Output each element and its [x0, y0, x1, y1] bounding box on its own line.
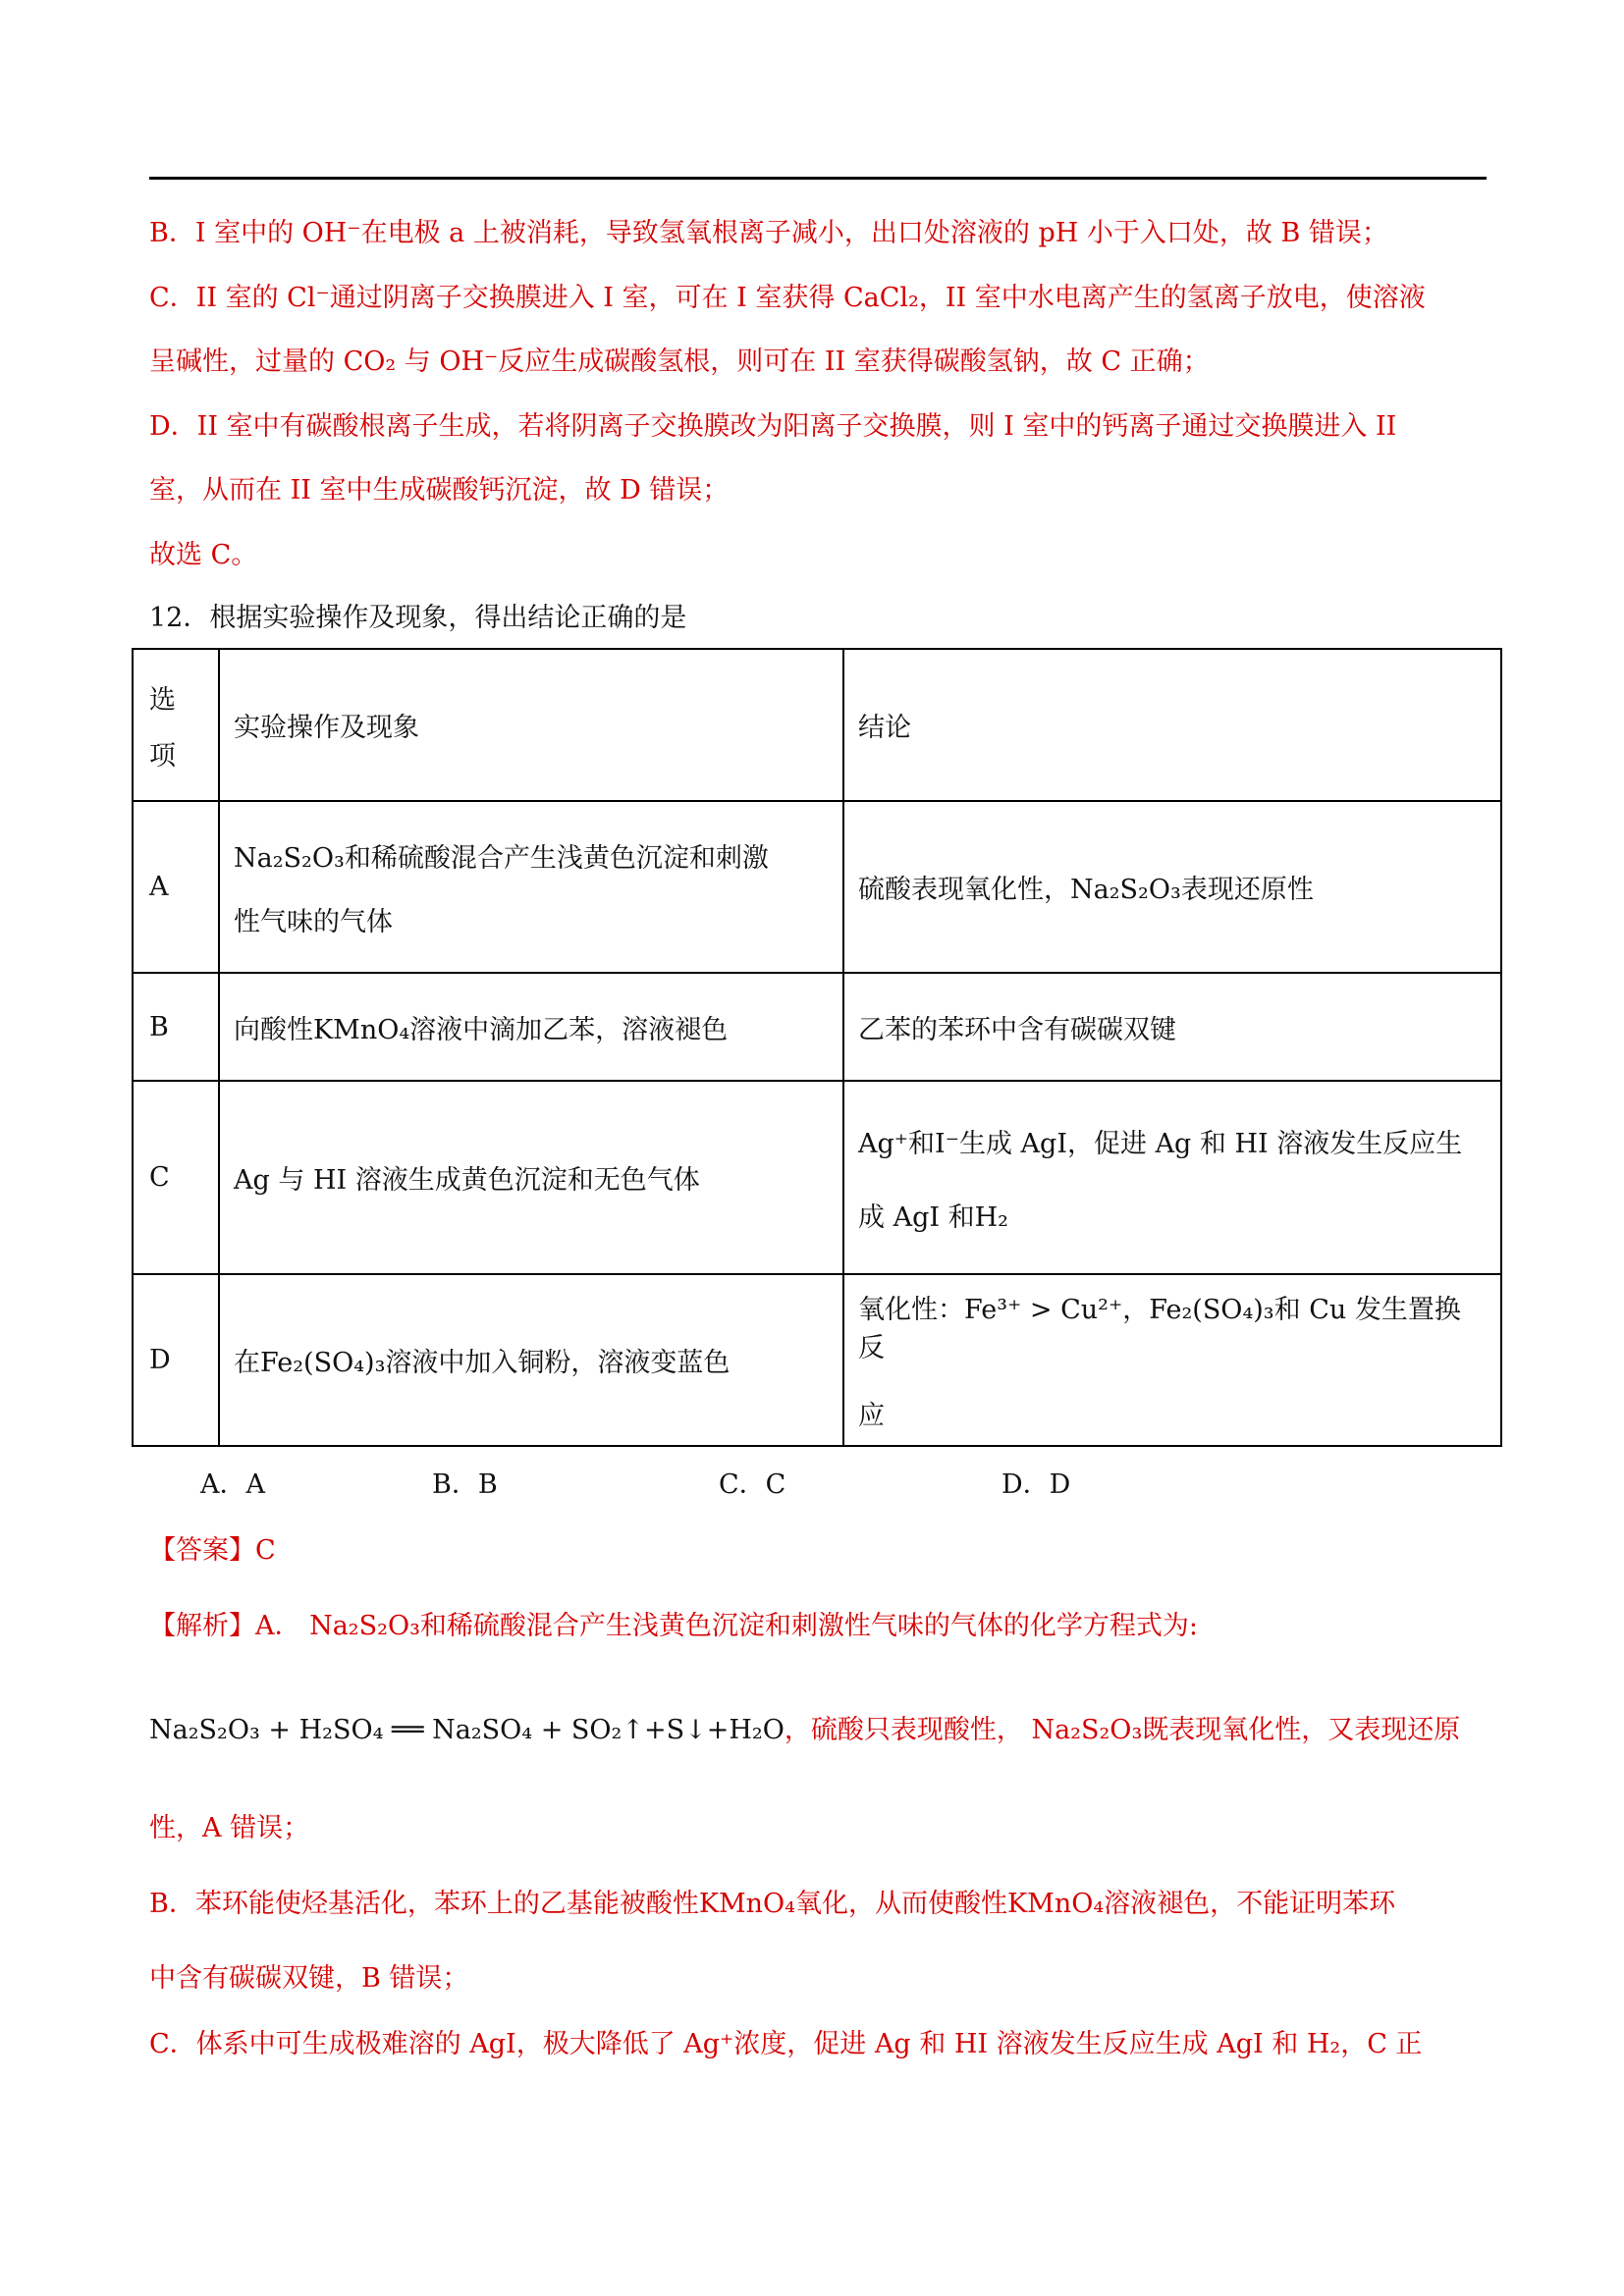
row-c-operation: Ag 与 HI 溶液生成黄色沉淀和无色气体	[219, 1081, 843, 1274]
row-c-conclusion-line2: 成 AgI 和H₂	[858, 1201, 1008, 1233]
row-b-operation: 向酸性KMnO₄溶液中滴加乙苯，溶液褪色	[219, 973, 843, 1081]
experiment-table	[132, 648, 1502, 1447]
analysis-a-end: 性，A 错误；	[149, 1813, 310, 1843]
prev-explanation-c-line1: C．II 室的 Cl⁻通过阴离子交换膜进入 I 室，可在 I 室获得 CaCl₂，II 室中水电离产生的氢离子放电，使溶液	[149, 283, 1426, 313]
row-b-label: B	[133, 973, 219, 1081]
table-row-a	[133, 801, 1501, 973]
chemical-equation: Na₂S₂O₃ + H₂SO₄ ══ Na₂SO₄ + SO₂↑+S↓+H₂O	[149, 1715, 785, 1745]
row-c-conclusion	[843, 1081, 1501, 1274]
row-a-conclusion: 硫酸表现氧化性，Na₂S₂O₃表现还原性	[843, 801, 1501, 973]
prev-explanation-c-line2: 呈碱性，过量的 CO₂ 与 OH⁻反应生成碳酸氢根，则可在 II 室获得碳酸氢钠，故 C 正确；	[149, 347, 1210, 377]
row-d-conclusion	[843, 1274, 1501, 1446]
analysis-c-line1: C．体系中可生成极难溶的 AgI，极大降低了 Ag⁺浓度，促进 Ag 和 HI 溶液发生反应生成 AgI 和 H₂，C 正	[149, 2029, 1423, 2059]
header-option-char2: 项	[149, 740, 176, 772]
row-d-operation: 在Fe₂(SO₄)₃溶液中加入铜粉，溶液变蓝色	[219, 1274, 843, 1446]
option-b: B．B	[432, 1469, 498, 1500]
table-header-row	[133, 649, 1501, 801]
row-c-label: C	[133, 1081, 219, 1274]
row-d-conclusion-line1: 氧化性：Fe³⁺ > Cu²⁺，Fe₂(SO₄)₃和 Cu 发生置换反	[858, 1295, 1461, 1363]
row-a-operation-line2: 性气味的气体	[234, 906, 393, 937]
question-title: 12．根据实验操作及现象，得出结论正确的是	[149, 603, 687, 633]
option-c: C．C	[719, 1469, 786, 1500]
table-row-b	[133, 973, 1501, 1081]
header-conclusion: 结论	[843, 649, 1501, 801]
answer-line: 【答案】C	[149, 1535, 276, 1566]
header-option-cell	[133, 649, 219, 801]
row-a-operation	[219, 801, 843, 973]
prev-explanation-b: B．I 室中的 OH⁻在电极 a 上被消耗，导致氢氧根离子减小，出口处溶液的 pH 小于入口处，故 B 错误；	[149, 218, 1388, 248]
row-c-conclusion-line1: Ag⁺和I⁻生成 AgI，促进 Ag 和 HI 溶液发生反应生	[858, 1128, 1463, 1159]
analysis-b-line2: 中含有碳碳双键，B 错误；	[149, 1963, 469, 1994]
row-a-operation-line1: Na₂S₂O₃和稀硫酸混合产生浅黄色沉淀和刺激	[234, 842, 769, 874]
analysis-b-line1: B．苯环能使烃基活化，苯环上的乙基能被酸性KMnO₄氧化，从而使酸性KMnO₄溶液褪色，不能证明苯环	[149, 1889, 1396, 1919]
table-row-c	[133, 1081, 1501, 1274]
analysis-equation-line	[149, 1708, 1460, 1746]
table-row-d	[133, 1274, 1501, 1446]
prev-conclusion: 故选 C。	[149, 540, 258, 570]
row-d-conclusion-line2: 应	[858, 1401, 885, 1431]
option-a: A．A	[200, 1469, 265, 1500]
row-a-label: A	[133, 801, 219, 973]
prev-explanation-d-line2: 室，从而在 II 室中生成碳酸钙沉淀，故 D 错误；	[149, 475, 730, 506]
header-operation: 实验操作及现象	[219, 649, 843, 801]
row-d-label: D	[133, 1274, 219, 1446]
header-rule	[149, 177, 1487, 180]
analysis-a-tail: ，硫酸只表现酸性， Na₂S₂O₃既表现氧化性，又表现还原	[784, 1715, 1461, 1745]
analysis-a-intro: 【解析】A． Na₂S₂O₃和稀硫酸混合产生浅黄色沉淀和刺激性气味的气体的化学方程式为:	[149, 1611, 1199, 1641]
prev-explanation-d-line1: D．II 室中有碳酸根离子生成，若将阴离子交换膜改为阳离子交换膜，则 I 室中的钙离子通过交换膜进入 II	[149, 411, 1397, 442]
row-b-conclusion: 乙苯的苯环中含有碳碳双键	[843, 973, 1501, 1081]
header-option-char1: 选	[149, 684, 176, 716]
option-d: D．D	[1001, 1469, 1071, 1500]
